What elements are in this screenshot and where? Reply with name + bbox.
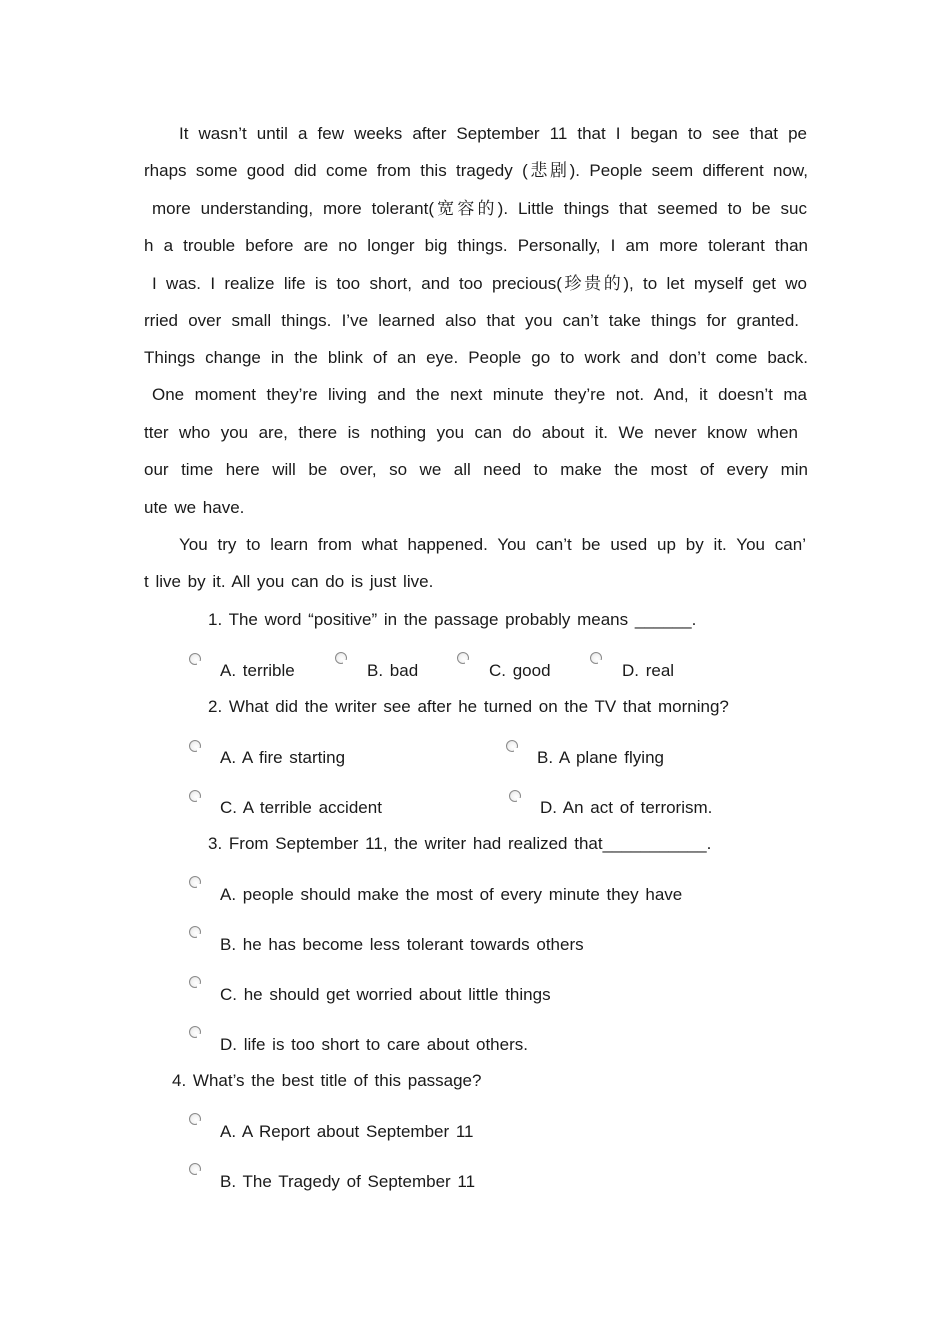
option-1d[interactable]: D. real (622, 661, 675, 680)
passage-line: rhaps some good did come from this tragedy (悲剧). People seem different now, (144, 161, 808, 180)
radio-1d[interactable] (590, 652, 602, 664)
option-1a[interactable]: A. terrible (220, 661, 295, 680)
radio-1a[interactable] (189, 653, 201, 665)
option-3c[interactable]: C. he should get worried about little things (220, 985, 551, 1004)
passage-line: more understanding, more tolerant(宽容的). Little things that seemed to be suc (152, 199, 807, 218)
passage-line: t live by it. All you can do is just live. (144, 572, 434, 591)
option-1c[interactable]: C. good (489, 661, 551, 680)
passage-line: Things change in the blink of an eye. People go to work and don’t come back. (144, 348, 808, 367)
passage-line: I was. I realize life is too short, and too precious(珍贵的), to let myself get wo (152, 274, 807, 293)
passage-line: tter who you are, there is nothing you can do about it. We never know when (144, 423, 798, 442)
option-2d[interactable]: D. An act of terrorism. (540, 798, 713, 817)
passage-line: It wasn’t until a few weeks after September 11 that I began to see that pe (179, 124, 807, 143)
option-1b[interactable]: B. bad (367, 661, 419, 680)
question-4-text: 4. What’s the best title of this passage? (172, 1071, 482, 1090)
radio-1b[interactable] (335, 652, 347, 664)
question-1-text: 1. The word “positive” in the passage probably means ______. (208, 610, 697, 629)
passage-line: One moment they’re living and the next minute they’re not. And, it doesn’t ma (152, 385, 807, 404)
radio-1c[interactable] (457, 652, 469, 664)
question-2-text: 2. What did the writer see after he turned on the TV that morning? (208, 697, 729, 716)
option-4a[interactable]: A. A Report about September 11 (220, 1122, 474, 1141)
option-3d[interactable]: D. life is too short to care about others. (220, 1035, 528, 1054)
option-2a[interactable]: A. A fire starting (220, 748, 346, 767)
option-3b[interactable]: B. he has become less tolerant towards others (220, 935, 584, 954)
option-2b[interactable]: B. A plane flying (537, 748, 664, 767)
passage-line: You try to learn from what happened. You can’t be used up by it. You can’ (179, 535, 806, 554)
radio-3a[interactable] (189, 876, 201, 888)
radio-2b[interactable] (506, 740, 518, 752)
passage-line: our time here will be over, so we all need to make the most of every min (144, 460, 808, 479)
radio-4b[interactable] (189, 1163, 201, 1175)
option-3a[interactable]: A. people should make the most of every minute they have (220, 885, 683, 904)
radio-2d[interactable] (509, 790, 521, 802)
option-4b[interactable]: B. The Tragedy of September 11 (220, 1172, 476, 1191)
passage-line: h a trouble before are no longer big things. Personally, I am more tolerant than (144, 236, 808, 255)
question-3-text: 3. From September 11, the writer had realized that___________. (208, 834, 712, 853)
radio-3b[interactable] (189, 926, 201, 938)
radio-2a[interactable] (189, 740, 201, 752)
radio-4a[interactable] (189, 1113, 201, 1125)
radio-3c[interactable] (189, 976, 201, 988)
radio-2c[interactable] (189, 790, 201, 802)
radio-3d[interactable] (189, 1026, 201, 1038)
passage-line: ute we have. (144, 498, 245, 517)
option-2c[interactable]: C. A terrible accident (220, 798, 382, 817)
passage-line: rried over small things. I’ve learned also that you can’t take things for granted. (144, 311, 799, 330)
